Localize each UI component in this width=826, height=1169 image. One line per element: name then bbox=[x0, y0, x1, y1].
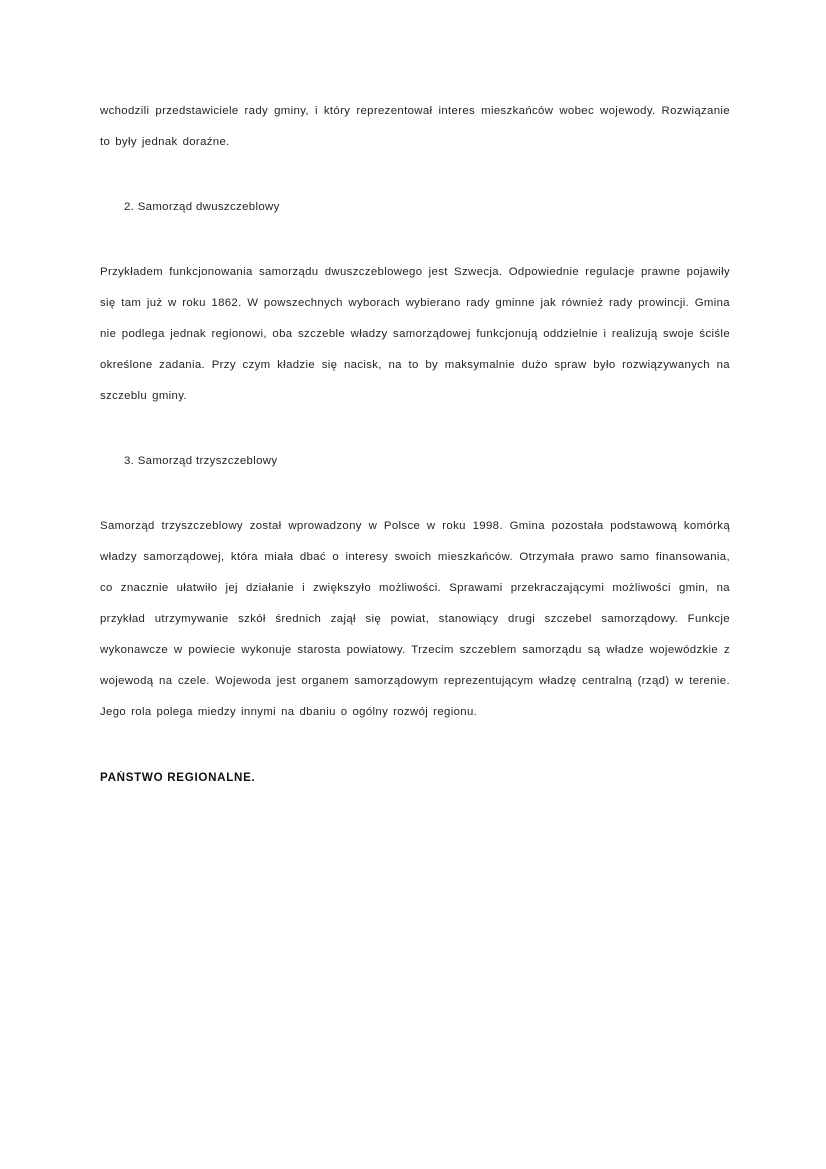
document-body bbox=[100, 96, 730, 793]
spacer bbox=[100, 728, 730, 762]
spacer bbox=[100, 477, 730, 511]
spacer bbox=[100, 412, 730, 446]
list-item-3: 3. Samorząd trzyszczeblowy bbox=[124, 455, 278, 467]
paragraph-intro: wchodzili przedstawiciele rady gminy, i który reprezentował interes mieszkańców wobec wojewody. Rozwiązanie to były jednak doraźne. bbox=[100, 105, 730, 148]
spacer bbox=[100, 158, 730, 192]
paragraph-dwuszczeblowy: Przykładem funkcjonowania samorządu dwuszczeblowego jest Szwecja. Odpowiednie regulacje prawne pojawiły się tam już w roku 1862. W powszechnych wyborach wybierano rady gminne jak również rady prowincji. Gmina nie podlega jednak regionowi, oba szczeble władzy samorządowej funkcjonują oddzielnie i realizują swoje ściśle określone zadania. Przy czym kładzie się nacisk, na to by maksymalnie dużo spraw było rozwiązywanych na szczeblu gminy. bbox=[100, 266, 730, 402]
heading-panstwo-regionalne: PAŃSTWO REGIONALNE. bbox=[100, 771, 256, 784]
paragraph-trzyszczeblowy: Samorząd trzyszczeblowy został wprowadzony w Polsce w roku 1998. Gmina pozostała podstawową komórką władzy samorządowej, która miała dbać o interesy swoich mieszkańców. Otrzymała prawo samo finansowania, co znacznie ułatwiło jej działanie i zwiększyło możliwości. Sprawami przekraczającymi możliwości gmin, na przykład utrzymywanie szkół średnich zajął się powiat, stanowiący drugi szczebel samorządowy. Funkcje wykonawcze w powiecie wykonuje starosta powiatowy. Trzecim szczeblem samorządu są władze wojewódzkie z wojewodą na czele. Wojewoda jest organem samorządowym reprezentującym władzę centralną (rząd) w terenie. Jego rola polega miedzy innymi na dbaniu o ogólny rozwój regionu. bbox=[100, 520, 730, 718]
list-item-2: 2. Samorząd dwuszczeblowy bbox=[124, 201, 280, 213]
spacer bbox=[100, 223, 730, 257]
